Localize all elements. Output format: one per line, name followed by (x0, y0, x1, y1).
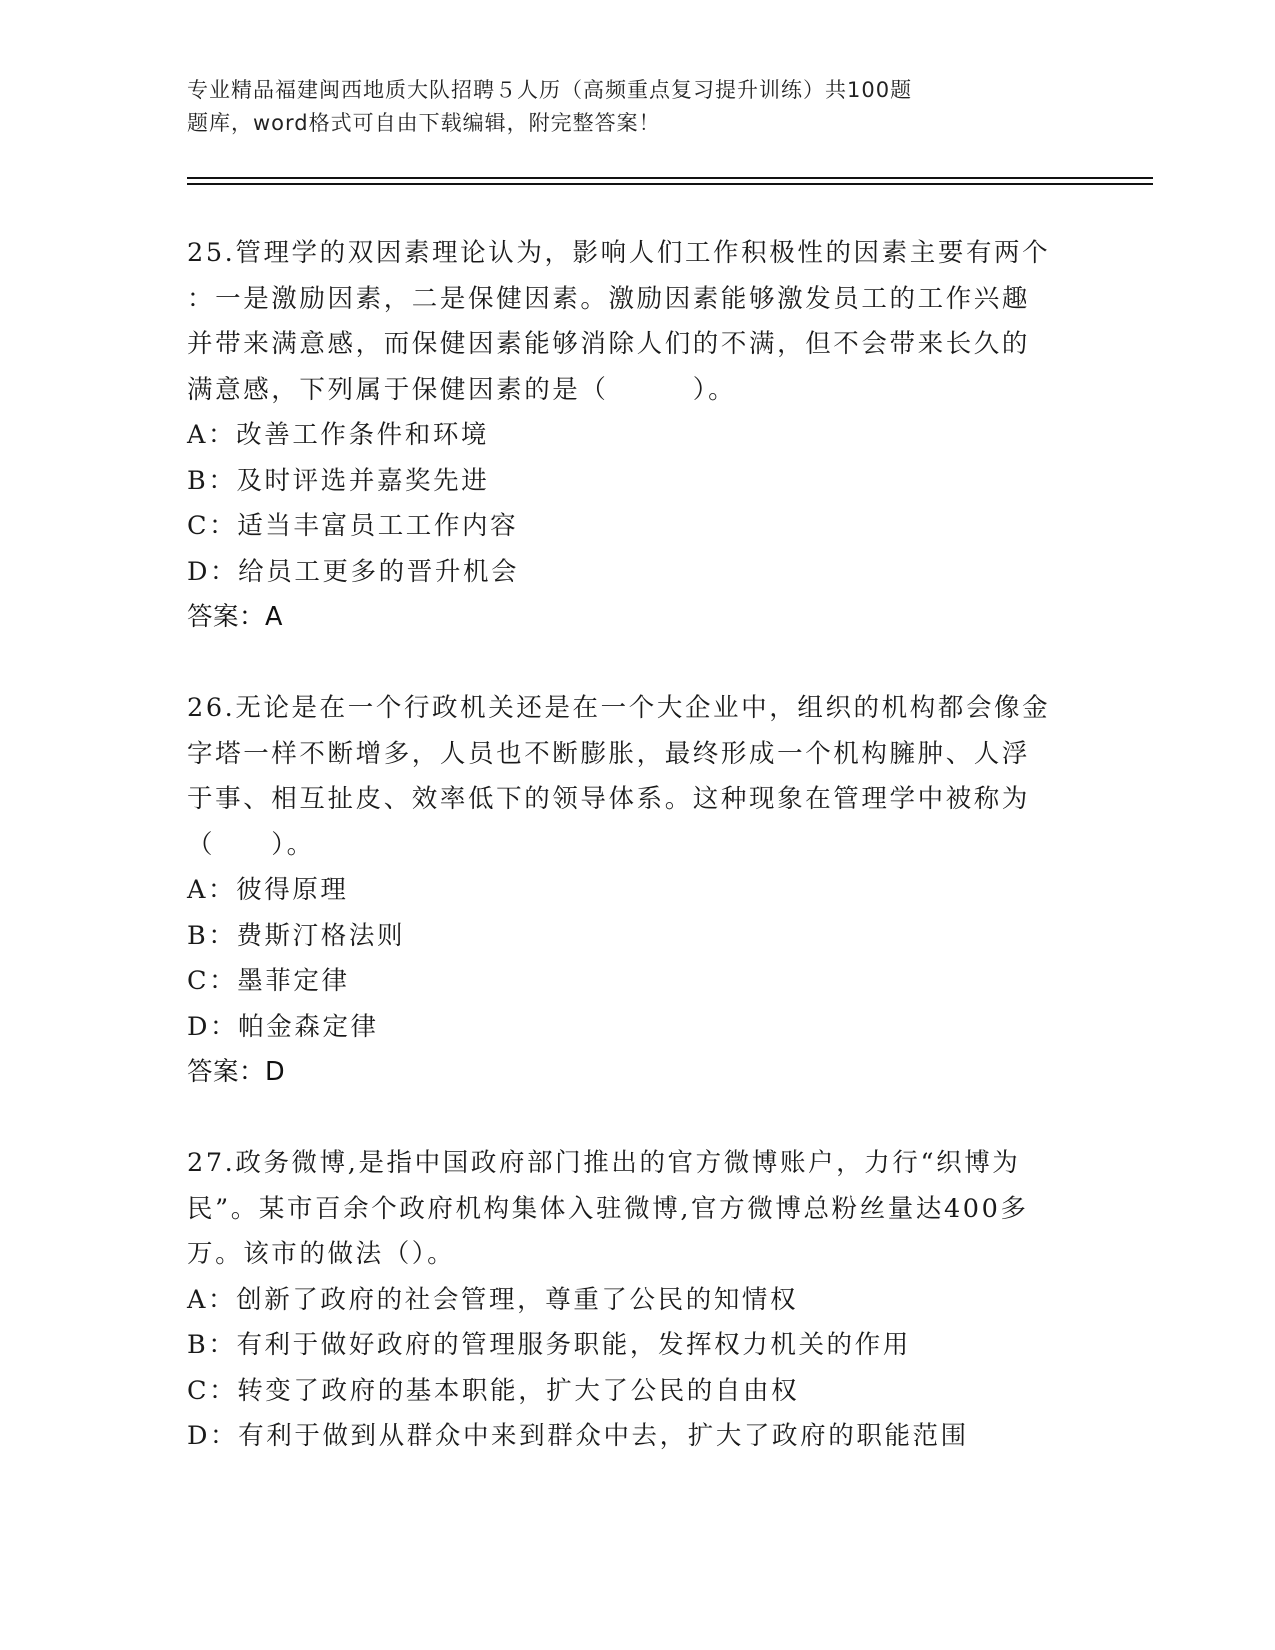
option-c: C：转变了政府的基本职能，扩大了公民的自由权 (187, 1375, 800, 1406)
document-header (187, 74, 1067, 140)
stem-line: 万。该市的做法（）。 (187, 1239, 456, 1269)
answer-label: 答案：A (187, 602, 283, 632)
header-divider-top (187, 177, 1153, 179)
option-d: D：帕金森定律 (187, 1011, 379, 1042)
question-stem (187, 1141, 1087, 1278)
option-d: D：给员工更多的晋升机会 (187, 556, 520, 587)
question-27 (187, 1141, 1087, 1460)
answer-label: 答案：D (187, 1057, 286, 1087)
option-b: B：有利于做好政府的管理服务职能，发挥权力机关的作用 (187, 1330, 911, 1360)
option-b: B：及时评选并嘉奖先进 (187, 465, 490, 496)
question-26 (187, 686, 1087, 1096)
header-divider-bottom (187, 183, 1153, 185)
option-a: A：创新了政府的社会管理，尊重了公民的知情权 (187, 1284, 799, 1315)
header-line-2: 题库，word格式可自由下载编辑，附完整答案！ (187, 111, 661, 135)
stem-line: 并带来满意感，而保健因素能够消除人们的不满，但不会带来长久的 (187, 329, 1031, 359)
option-c: C：墨菲定律 (187, 966, 350, 996)
header-line-1: 专业精品福建闽西地质大队招聘５人历（高频重点复习提升训练）共100题 (187, 78, 913, 102)
question-stem (187, 686, 1087, 868)
question-25 (187, 231, 1087, 641)
option-a: A：彼得原理 (187, 875, 349, 905)
stem-line: 25.管理学的双因素理论认为，影响人们工作积极性的因素主要有两个 (187, 238, 1051, 268)
option-a: A：改善工作条件和环境 (187, 420, 490, 450)
stem-line: 满意感，下列属于保健因素的是（ ）。 (187, 374, 737, 405)
stem-line: （ ）。 (187, 829, 315, 860)
option-c: C：适当丰富员工工作内容 (187, 511, 519, 541)
option-b: B：费斯汀格法则 (187, 920, 406, 951)
stem-line: ：一是激励因素，二是保健因素。激励因素能够激发员工的工作兴趣 (187, 283, 1031, 314)
stem-line: 26.无论是在一个行政机关还是在一个大企业中，组织的机构都会像金 (187, 693, 1051, 723)
stem-line: 于事、相互扯皮、效率低下的领导体系。这种现象在管理学中被称为 (187, 784, 1031, 814)
stem-line: 27.政务微博,是指中国政府部门推出的官方微博账户，力行“织博为 (187, 1148, 1021, 1178)
stem-line: 字塔一样不断增多，人员也不断膨胀，最终形成一个机构臃肿、人浮 (187, 738, 1031, 769)
question-stem (187, 231, 1087, 413)
option-d: D：有利于做到从群众中来到群众中去，扩大了政府的职能范围 (187, 1421, 969, 1451)
stem-line: 民”。某市百余个政府机构集体入驻微博,官方微博总粉丝量达400多 (187, 1193, 1029, 1224)
